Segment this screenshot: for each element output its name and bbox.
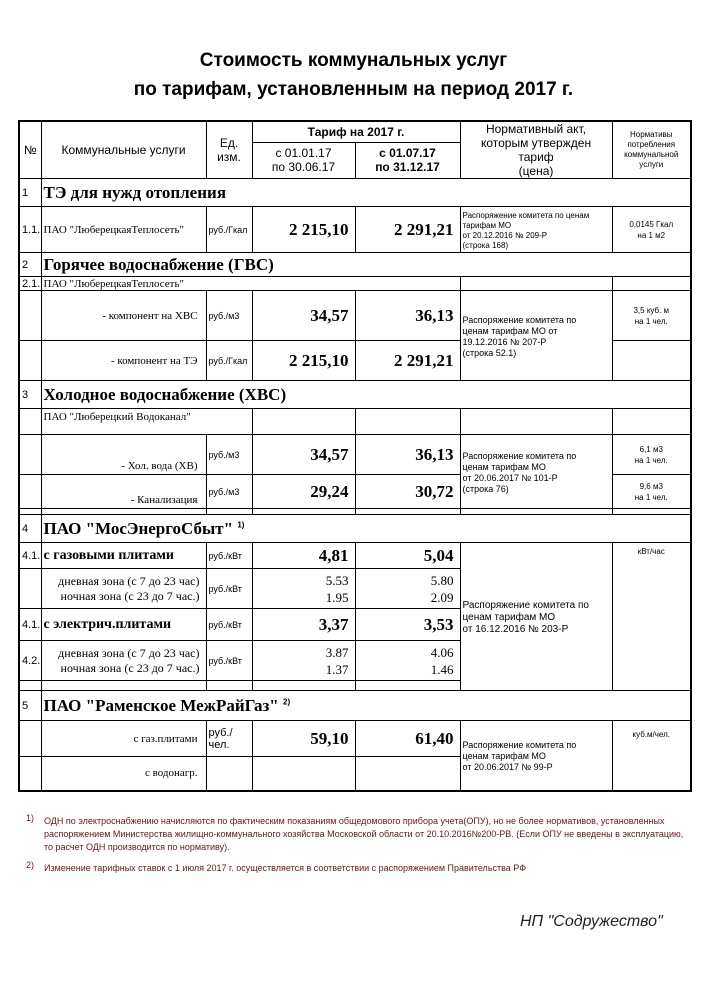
act-l2: тарифам МО <box>462 221 512 230</box>
org-name: ПАО "ЛюберецкаяТеплосеть" <box>41 277 460 291</box>
section-2-title: Горячее водоснабжение (ГВС) <box>41 253 691 277</box>
tariff-zone-values-h1 <box>252 569 355 609</box>
norm <box>612 435 691 475</box>
section-1-num: 1 <box>19 179 41 207</box>
empty-cell <box>612 277 691 291</box>
act-l3: 19.12.2016 № 207-Р <box>462 337 547 347</box>
header-num: № <box>19 121 41 179</box>
section-4-title: ПАО "МосЭнергоСбыт" <box>43 518 234 538</box>
row-num: 1.1. <box>19 207 41 253</box>
section-2-num: 2 <box>19 253 41 277</box>
zone-day-value: 5.80 <box>430 572 454 588</box>
act-l4: (строка 168) <box>462 241 509 250</box>
table-row <box>19 291 691 341</box>
zone-labels <box>41 569 206 609</box>
empty-cell <box>19 341 41 381</box>
empty-cell <box>252 757 355 791</box>
legal-act <box>460 435 612 509</box>
header-act-l1: Нормативный акт, <box>485 122 587 136</box>
empty-cell <box>612 409 691 435</box>
norm <box>612 207 691 253</box>
footnote-2-mark: 2) <box>26 860 35 870</box>
tariff-value-h1: 3,37 <box>252 609 355 641</box>
header-period-1-l1: с 01.01.17 <box>275 146 332 161</box>
zone-night-value: 1.37 <box>325 661 349 677</box>
row-num: 4.1. <box>19 609 41 641</box>
header-unit-l1: Ед. <box>219 136 239 150</box>
tariff-zone-values-h2 <box>355 569 460 609</box>
footnote-1 <box>26 815 692 854</box>
unit: руб./кВт <box>206 569 252 609</box>
zone-day-label: дневная зона (с 7 до 23 час) <box>58 645 200 660</box>
empty-cell <box>355 409 460 435</box>
row-num: 4.1. <box>19 543 41 569</box>
tariff-value-h1: 4,81 <box>252 543 355 569</box>
norm-l2: на 1 м2 <box>637 230 666 240</box>
norm: кВт/час <box>612 543 691 691</box>
header-norm-l1: Нормативы <box>629 130 673 139</box>
zone-night-label: ночная зона (с 23 до 7 час.) <box>60 660 200 675</box>
zone-day-value: 4.06 <box>430 644 454 660</box>
legal-act <box>460 543 612 691</box>
header-norm <box>612 121 691 179</box>
section-4-row <box>19 515 691 543</box>
norm-l1: 0,0145 Гкал <box>629 219 674 229</box>
act-l4: (строка 52.1) <box>462 348 517 358</box>
empty-cell <box>19 569 41 609</box>
page-title: Стоимость коммунальных услуг <box>199 50 508 71</box>
act-l1: Распоряжение комитета по <box>462 451 577 461</box>
section-2-row <box>19 253 691 277</box>
empty-cell <box>19 475 41 509</box>
act-l1: Распоряжение комитета по ценам <box>462 211 590 220</box>
tariff-value-h1: 2 215,10 <box>252 207 355 253</box>
table-row <box>19 207 691 253</box>
tariff-value-h2: 2 291,21 <box>355 207 460 253</box>
header-act <box>460 121 612 179</box>
empty-cell <box>19 291 41 341</box>
unit: руб./м3 <box>206 435 252 475</box>
header-tarif: Тариф на 2017 г. <box>252 121 460 142</box>
unit: руб./кВт <box>206 543 252 569</box>
empty-cell <box>19 757 41 791</box>
unit: руб./кВт <box>206 641 252 681</box>
header-norm-l4: услуги <box>639 160 664 169</box>
unit: руб./м3 <box>206 475 252 509</box>
tariff-value-h2: 36,13 <box>355 435 460 475</box>
org-name: ПАО "Люберецкий Водоканал" <box>41 409 252 435</box>
tariff-value-h2: 3,53 <box>355 609 460 641</box>
row-label: - Канализация <box>41 475 206 509</box>
table-row <box>19 277 691 291</box>
section-1-row <box>19 179 691 207</box>
norm <box>612 475 691 509</box>
header-act-l3: (цена) <box>518 164 554 178</box>
tariff-value-h1: 34,57 <box>252 291 355 341</box>
zone-labels <box>41 641 206 681</box>
empty-cell <box>252 681 355 691</box>
zone-night-label: ночная зона (с 23 до 7 час.) <box>60 588 200 603</box>
empty-cell <box>19 435 41 475</box>
tariff-zone-values-h2 <box>355 641 460 681</box>
footnote-2 <box>26 862 692 875</box>
header-period-2 <box>355 142 460 178</box>
empty-cell <box>41 681 206 691</box>
act-l3: от 16.12.2016 № 203-Р <box>462 624 569 635</box>
empty-cell <box>206 681 252 691</box>
tariff-value-h1: 2 215,10 <box>252 341 355 381</box>
empty-cell <box>355 757 460 791</box>
act-l1: Распоряжение комитета по <box>462 740 577 751</box>
act-l2: ценам тарифам МО <box>462 612 556 623</box>
footnote-ref-2: 2) <box>283 696 291 706</box>
tariff-value-h2: 61,40 <box>355 721 460 757</box>
section-5-row <box>19 691 691 721</box>
header-unit-l2: изм. <box>217 150 241 164</box>
act-l3: от 20.06.2017 № 99-Р <box>462 762 553 773</box>
legal-act <box>460 721 612 791</box>
section-4-title-cell <box>41 515 691 543</box>
row-num: 2.1. <box>19 277 41 291</box>
table-row <box>19 409 691 435</box>
header-period-2-l1: с 01.07.17 <box>379 146 436 161</box>
empty-cell <box>612 341 691 381</box>
section-5-title-cell <box>41 691 691 721</box>
empty-cell <box>460 277 612 291</box>
section-3-num: 3 <box>19 381 41 409</box>
empty-cell <box>19 681 41 691</box>
act-l1: Распоряжение комитета по <box>462 315 577 325</box>
row-label: - Хол. вода (ХВ) <box>41 435 206 475</box>
empty-cell <box>252 409 355 435</box>
unit: руб./чел. <box>206 721 252 757</box>
section-3-title: Холодное водоснабжение (ХВС) <box>41 381 691 409</box>
zone-day-value: 5.53 <box>325 572 349 588</box>
empty-cell <box>355 681 460 691</box>
tariff-value-h1: 29,24 <box>252 475 355 509</box>
page-subtitle: по тарифам, установленным на период 2017 г. <box>133 79 574 100</box>
header-period-2-l2: по 31.12.17 <box>375 160 440 175</box>
act-l2: ценам тарифам МО <box>462 462 546 472</box>
header-unit <box>206 121 252 179</box>
row-label: с водонагр. <box>41 757 206 791</box>
empty-cell <box>19 721 41 757</box>
unit: руб./кВт <box>206 609 252 641</box>
empty-cell <box>206 757 252 791</box>
legal-act <box>460 207 612 253</box>
act-l3: от 20.06.2017 № 101-Р <box>462 473 558 483</box>
table-row <box>19 435 691 475</box>
footnote-ref-1: 1) <box>237 519 245 529</box>
tariff-value-h2: 2 291,21 <box>355 341 460 381</box>
row-label: - компонент на ХВС <box>41 291 206 341</box>
tariff-value-h1: 34,57 <box>252 435 355 475</box>
norm-l2: на 1 чел. <box>634 492 668 502</box>
norm-l2: на 1 чел. <box>634 316 668 326</box>
norm-l2: на 1 чел. <box>634 455 668 465</box>
empty-cell <box>460 409 612 435</box>
empty-cell <box>19 409 41 435</box>
footnote-2-text: Изменение тарифных ставок с 1 июля 2017 г. осуществляется в соответствии с распоряжением Правительства РФ <box>44 863 527 873</box>
zone-night-value: 2.09 <box>430 589 454 605</box>
tariff-table <box>18 120 692 792</box>
header-service: Коммунальные услуги <box>41 121 206 179</box>
section-4-num: 4 <box>19 515 41 543</box>
unit: руб./м3 <box>206 291 252 341</box>
header-norm-l3: коммунальной <box>624 150 679 159</box>
header-norm-l2: потребления <box>627 140 676 149</box>
unit: руб./Гкал <box>206 207 252 253</box>
zone-day-value: 3.87 <box>325 644 349 660</box>
header-act-l2: которым утвержден тариф <box>480 136 592 164</box>
footnote-1-text: ОДН по электроснабжению начисляются по фактическим показаниям общедомового прибора учета(ОПУ), но не более нормативов, установленных распоряжением Министерства жилищно-коммунального хозяйства Московской области от 20.10.2016№200-РВ. (Если ОПУ не введены в эксплуатацию, то расчет ОДН производится по нормативу). <box>44 816 684 852</box>
norm <box>612 291 691 341</box>
row-num: 4.2. <box>19 641 41 681</box>
section-5-title: ПАО "Раменское МежРайГаз" <box>43 695 279 715</box>
header-row <box>19 121 691 142</box>
section-3-row <box>19 381 691 409</box>
legal-act <box>460 291 612 381</box>
table-row <box>19 721 691 757</box>
act-l3: от 20.12.2016 № 209-Р <box>462 231 548 240</box>
section-5-num: 5 <box>19 691 41 721</box>
brand-signature: НП "Содружество" <box>520 913 663 930</box>
tariff-value-h2: 36,13 <box>355 291 460 341</box>
zone-night-value: 1.95 <box>325 589 349 605</box>
zone-day-label: дневная зона (с 7 до 23 час) <box>58 573 200 588</box>
tariff-value-h2: 30,72 <box>355 475 460 509</box>
tariff-value-h1: 59,10 <box>252 721 355 757</box>
tariff-value-h2: 5,04 <box>355 543 460 569</box>
unit: руб./Гкал <box>206 341 252 381</box>
header-period-1 <box>252 142 355 178</box>
row-label: - компонент на ТЭ <box>41 341 206 381</box>
header-period-1-l2: по 30.06.17 <box>271 160 336 175</box>
row-label: с газ.плитами <box>41 721 206 757</box>
act-l1: Распоряжение комитета по <box>462 600 589 611</box>
section-1-title: ТЭ для нужд отопления <box>41 179 691 207</box>
table-row <box>19 543 691 569</box>
row-label: с электрич.плитами <box>41 609 206 641</box>
norm: куб.м/чел. <box>612 721 691 791</box>
row-label: с газовыми плитами <box>41 543 206 569</box>
act-l2: ценам тарифам МО от <box>462 326 558 336</box>
norm-l1: 3,5 куб. м <box>633 305 670 315</box>
footnote-1-mark: 1) <box>26 813 35 823</box>
zone-night-value: 1.46 <box>430 661 454 677</box>
act-l4: (строка 76) <box>462 484 509 494</box>
org-name: ПАО "ЛюберецкаяТеплосеть" <box>41 207 206 253</box>
norm-l1: 9,6 м3 <box>639 481 663 491</box>
norm-l1: 6,1 м3 <box>639 444 663 454</box>
tariff-zone-values-h1 <box>252 641 355 681</box>
act-l2: ценам тарифам МО <box>462 751 546 762</box>
